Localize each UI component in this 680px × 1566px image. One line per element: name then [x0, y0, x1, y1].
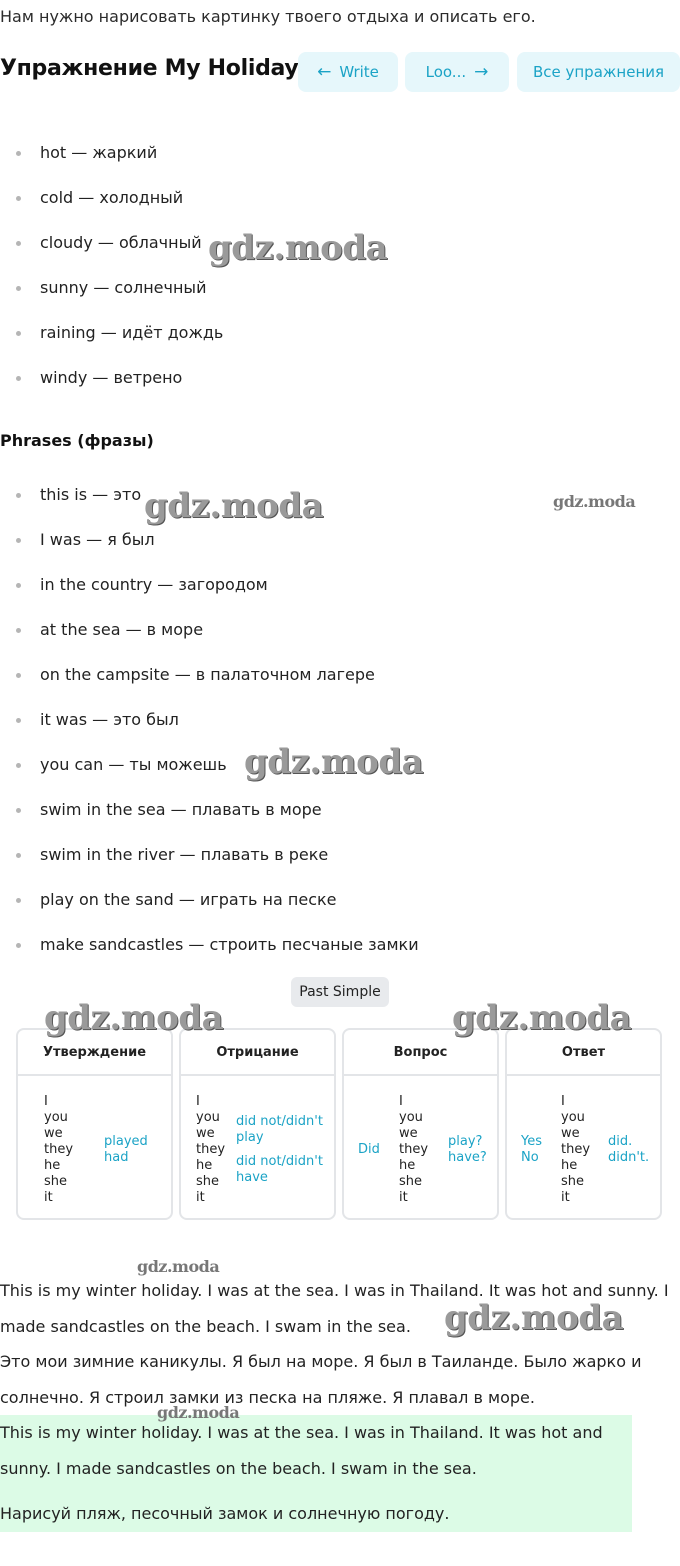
bullet-icon — [16, 628, 21, 633]
list-item: on the campsite — в палаточном лагере — [0, 665, 419, 710]
highlight-text: This is my winter holiday. I was at the sea. I was in Thailand. It was hot and sunny. I made sandcastles on the beach. I swam in the sea. — [0, 1423, 603, 1478]
list-item: swim in the sea — плавать в море — [0, 800, 419, 845]
watermark: gdz.moda — [144, 486, 324, 526]
watermark: gdz.moda — [44, 998, 224, 1038]
bullet-icon — [16, 241, 21, 246]
verb-had: had — [104, 1150, 129, 1165]
pronoun-column: I you we they he she it — [44, 1094, 74, 1205]
bullet-icon — [16, 376, 21, 381]
question-card — [342, 1028, 499, 1220]
pronoun-column: I you we they he she it — [196, 1094, 226, 1205]
list-item: swim in the river — плавать в реке — [0, 845, 419, 890]
watermark: gdz.moda — [452, 998, 632, 1038]
bullet-icon — [16, 331, 21, 336]
watermark: gdz.moda — [157, 1403, 240, 1422]
aux-did: Did — [358, 1142, 380, 1157]
affirmative-card — [16, 1028, 173, 1220]
list-item: cloudy — облачный — [0, 233, 223, 278]
list-item: you can — ты можешь — [0, 755, 419, 800]
pronoun-column: I you we they he she it — [399, 1094, 429, 1205]
answer-no: No — [521, 1150, 539, 1165]
list-item: I was — я был — [0, 530, 419, 575]
list-item: in the country — загородом — [0, 575, 419, 620]
bullet-icon — [16, 898, 21, 903]
answer-did: did. — [608, 1134, 633, 1149]
verb-played: played — [104, 1134, 148, 1149]
bullet-icon — [16, 943, 21, 948]
prev-exercise-button[interactable] — [298, 52, 398, 92]
list-item: cold — холодный — [0, 188, 223, 233]
highlight-note: Нарисуй пляж, песочный замок и солнечную погоду. — [0, 1504, 450, 1523]
bullet-icon — [16, 583, 21, 588]
all-exercises-button[interactable] — [517, 52, 680, 92]
bullet-icon — [16, 196, 21, 201]
list-item: hot — жаркий — [0, 143, 223, 188]
page-title: Упражнение My Holiday — [0, 56, 299, 81]
watermark: gdz.moda — [553, 492, 636, 511]
list-item: at the sea — в море — [0, 620, 419, 665]
list-item: raining — идёт дождь — [0, 323, 223, 368]
phrase-list — [0, 485, 419, 980]
bullet-icon — [16, 538, 21, 543]
answer-card — [505, 1028, 662, 1220]
bullet-icon — [16, 853, 21, 858]
arrow-left-icon: ← — [317, 62, 332, 82]
bullet-icon — [16, 808, 21, 813]
watermark: gdz.moda — [137, 1257, 220, 1276]
bullet-icon — [16, 763, 21, 768]
watermark: gdz.moda — [208, 228, 388, 268]
question-verb-have: have? — [448, 1150, 487, 1165]
phrases-heading: Phrases (фразы) — [0, 431, 154, 450]
watermark: gdz.moda — [244, 742, 424, 782]
pronoun-column: I you we they he she it — [561, 1094, 591, 1205]
bullet-icon — [16, 286, 21, 291]
affirmative-title: Утверждение — [18, 1030, 171, 1076]
question-verb-play: play? — [448, 1134, 483, 1149]
bullet-icon — [16, 151, 21, 156]
bullet-icon — [16, 718, 21, 723]
bullet-icon — [16, 673, 21, 678]
answer-title: Ответ — [507, 1030, 660, 1076]
negative-form-have: did not/didn't have — [236, 1154, 323, 1185]
past-simple-badge: Past Simple — [291, 977, 389, 1007]
next-exercise-button[interactable] — [405, 52, 509, 92]
all-exercises-label: Все упражнения — [532, 63, 665, 81]
negative-title: Отрицание — [181, 1030, 334, 1076]
negative-form-play: did not/didn't play — [236, 1114, 323, 1145]
intro-text: Нам нужно нарисовать картинку твоего отдыха и описать его. — [0, 7, 536, 26]
list-item: windy — ветрено — [0, 368, 223, 413]
answer-text-english: This is my winter holiday. I was at the sea. I was in Thailand. It was hot and sunny. I made sandcastles on the beach. I swam in the sea. — [0, 1281, 669, 1336]
question-title: Вопрос — [344, 1030, 497, 1076]
negative-card — [179, 1028, 336, 1220]
arrow-right-icon: → — [474, 62, 489, 82]
list-item: it was — это был — [0, 710, 419, 755]
bullet-icon — [16, 493, 21, 498]
prev-exercise-label: Write — [339, 63, 379, 81]
watermark: gdz.moda — [444, 1298, 624, 1338]
list-item: sunny — солнечный — [0, 278, 223, 323]
list-item: make sandcastles — строить песчаные замки — [0, 935, 419, 980]
answer-didnt: didn't. — [608, 1150, 650, 1165]
weather-word-list — [0, 143, 223, 413]
answer-yes: Yes — [521, 1134, 542, 1149]
next-exercise-label: Loo... — [425, 63, 467, 81]
answer-text-russian: Это мои зимние каникулы. Я был на море. Я был в Таиланде. Было жарко и солнечно. Я строил замки из песка на пляже. Я плавал в море. — [0, 1352, 642, 1407]
list-item: play on the sand — играть на песке — [0, 890, 419, 935]
list-item: this is — это — [0, 485, 419, 530]
